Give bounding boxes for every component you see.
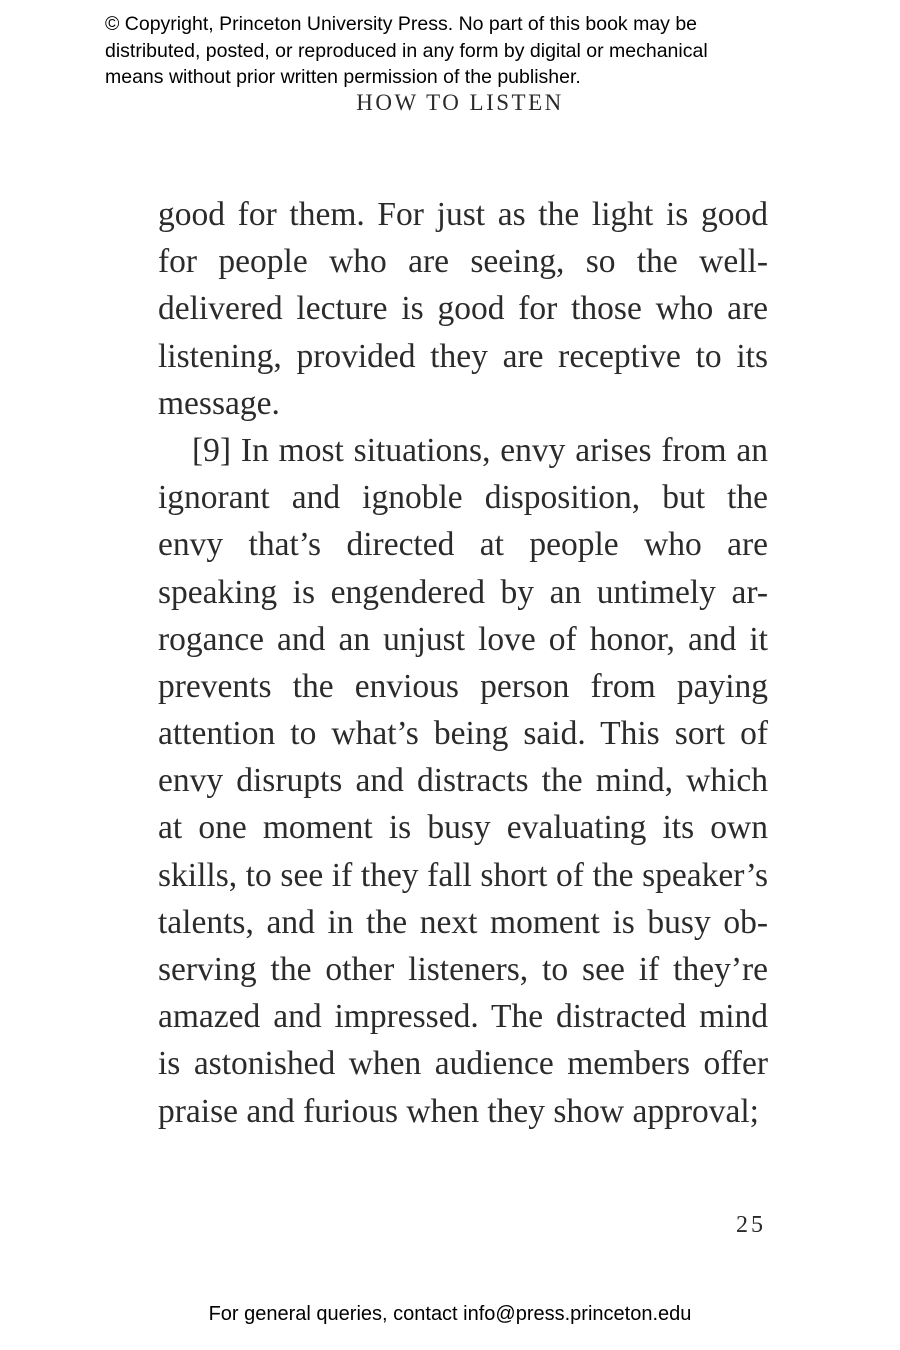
text-line: ignorant and ignoble disposition, but the: [158, 479, 768, 517]
text-line: prevents the envious person from paying: [158, 667, 768, 705]
copyright-line: means without prior written permission of the publisher.: [105, 66, 581, 88]
body-text: [158, 191, 768, 1135]
running-head: HOW TO LISTEN: [356, 90, 564, 115]
text-line: at one moment is busy evaluating its own: [158, 809, 768, 847]
text-line: for people who are seeing, so the well-: [158, 243, 768, 281]
text-line: listening, provided they are receptive to its: [158, 337, 768, 375]
text-line: good for them. For just as the light is good: [158, 196, 768, 233]
text-line: serving the other listeners, to see if they’re: [158, 951, 768, 988]
copyright-line: distributed, posted, or reproduced in any form by digital or mechanical: [105, 39, 708, 62]
footer-contact: For general queries, contact info@press.princeton.edu: [208, 1303, 692, 1325]
text-line: attention to what’s being said. This sort of: [158, 715, 768, 753]
text-line: is astonished when audience members offer: [158, 1045, 768, 1083]
text-line: praise and furious when they show approval;: [158, 1092, 759, 1130]
text-line: amazed and impressed. The distracted mind: [158, 998, 768, 1036]
text-line: envy disrupts and distracts the mind, which: [158, 762, 768, 800]
copyright-line: © Copyright, Princeton University Press. No part of this book may be: [105, 13, 698, 35]
text-line: [9] In most situations, envy arises from an: [192, 431, 768, 469]
text-line: envy that’s directed at people who are: [158, 526, 768, 564]
text-line: delivered lecture is good for those who are: [158, 290, 768, 328]
text-line: talents, and in the next moment is busy ob-: [158, 903, 768, 941]
copyright-notice: [105, 11, 825, 91]
text-line: skills, to see if they fall short of the speaker’s: [158, 856, 768, 894]
text-line: message.: [158, 384, 280, 422]
page-number: 25: [736, 1212, 766, 1238]
text-line: speaking is engendered by an untimely ar-: [158, 573, 768, 611]
text-line: rogance and an unjust love of honor, and it: [158, 620, 768, 658]
